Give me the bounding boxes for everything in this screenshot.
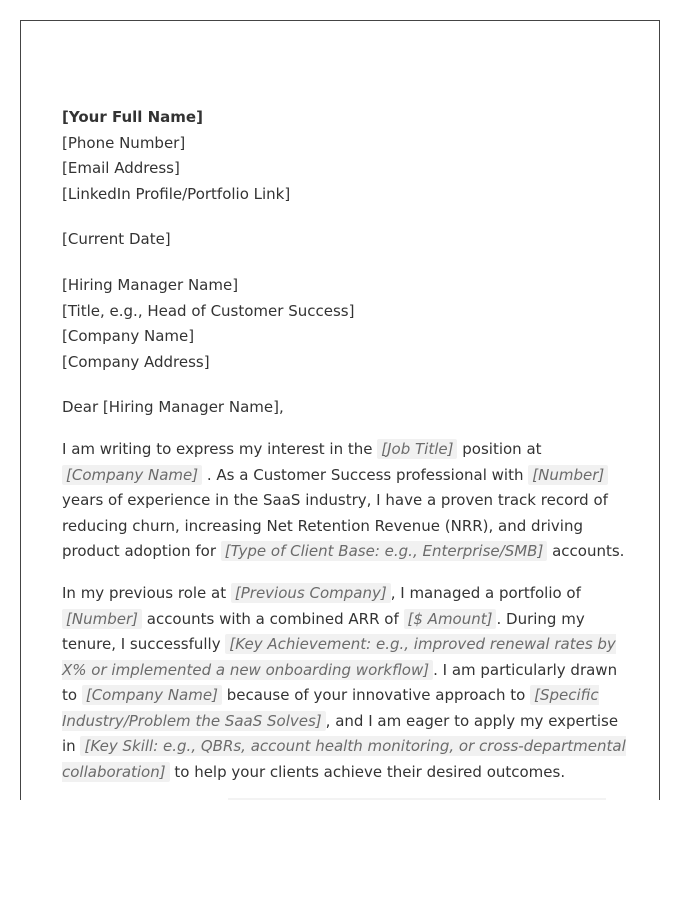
- sender-block: [62, 105, 626, 207]
- sender-link: [LinkedIn Profile/Portfolio Link]: [62, 184, 291, 203]
- exp-text-3: accounts with a combined ARR of: [146, 609, 399, 628]
- placeholder-client-base[interactable]: [Type of Client Base: e.g., Enterprise/SMB]: [221, 541, 548, 561]
- sender-phone: [Phone Number]: [62, 133, 186, 152]
- exp-text-8: to help your clients achieve their desired outcomes.: [174, 763, 566, 782]
- sender-email: [Email Address]: [62, 159, 180, 178]
- placeholder-arr-amount[interactable]: [$ Amount]: [404, 609, 497, 629]
- intro-text-2: position at: [462, 439, 542, 458]
- placeholder-key-achievement[interactable]: [Key Achievement: e.g., improved renewal rates by X% or implemented a new onboarding workflow]: [62, 635, 616, 679]
- letter-date: [Current Date]: [62, 230, 171, 249]
- intro-text-3: . As a Customer Success professional with: [206, 465, 524, 484]
- cut-off-placeholder-highlight: [228, 798, 606, 800]
- placeholder-years-number[interactable]: [Number]: [528, 465, 608, 485]
- placeholder-accounts-number[interactable]: [Number]: [62, 609, 142, 629]
- placeholder-previous-company[interactable]: [Previous Company]: [231, 583, 391, 603]
- placeholder-key-skill[interactable]: [Key Skill: e.g., QBRs, account health monitoring, or cross-departmental collaboration]: [62, 737, 626, 782]
- placeholder-job-title[interactable]: [Job Title]: [377, 439, 457, 459]
- placeholder-specific-industry[interactable]: [Specific Industry/Problem the SaaS Solves]: [62, 686, 599, 730]
- recipient-block: [62, 273, 626, 375]
- salutation-block: [62, 395, 626, 421]
- exp-text-6: because of your innovative approach to: [226, 686, 526, 705]
- date-block: [62, 227, 626, 253]
- document-page: [20, 20, 660, 800]
- recipient-address: [Company Address]: [62, 352, 210, 371]
- exp-text-1: In my previous role at: [62, 583, 227, 602]
- exp-text-7: , and I am eager to apply my expertise in: [62, 711, 619, 756]
- exp-text-2: , I managed a portfolio of: [390, 583, 581, 602]
- recipient-title: [Title, e.g., Head of Customer Success]: [62, 301, 355, 320]
- recipient-company: [Company Name]: [62, 327, 195, 346]
- placeholder-company-name[interactable]: [Company Name]: [62, 465, 202, 485]
- sender-name: [Your Full Name]: [62, 108, 203, 126]
- intro-text-5: accounts.: [552, 542, 625, 561]
- paragraph-intro: [62, 437, 626, 565]
- exp-text-4: . During my tenure, I successfully: [62, 609, 585, 654]
- recipient-manager: [Hiring Manager Name]: [62, 275, 239, 294]
- paragraph-experience: [62, 581, 626, 786]
- intro-text-1: I am writing to express my interest in the: [62, 439, 373, 458]
- exp-text-5: . I am particularly drawn to: [62, 660, 618, 705]
- placeholder-company-name-2[interactable]: [Company Name]: [82, 685, 222, 705]
- cover-letter-body: [62, 105, 626, 800]
- salutation: Dear [Hiring Manager Name],: [62, 398, 284, 417]
- intro-text-4: years of experience in the SaaS industry, I have a proven track record of reducing churn, increasing Net Retention Revenue (NRR), and driving product adoption for: [62, 491, 608, 561]
